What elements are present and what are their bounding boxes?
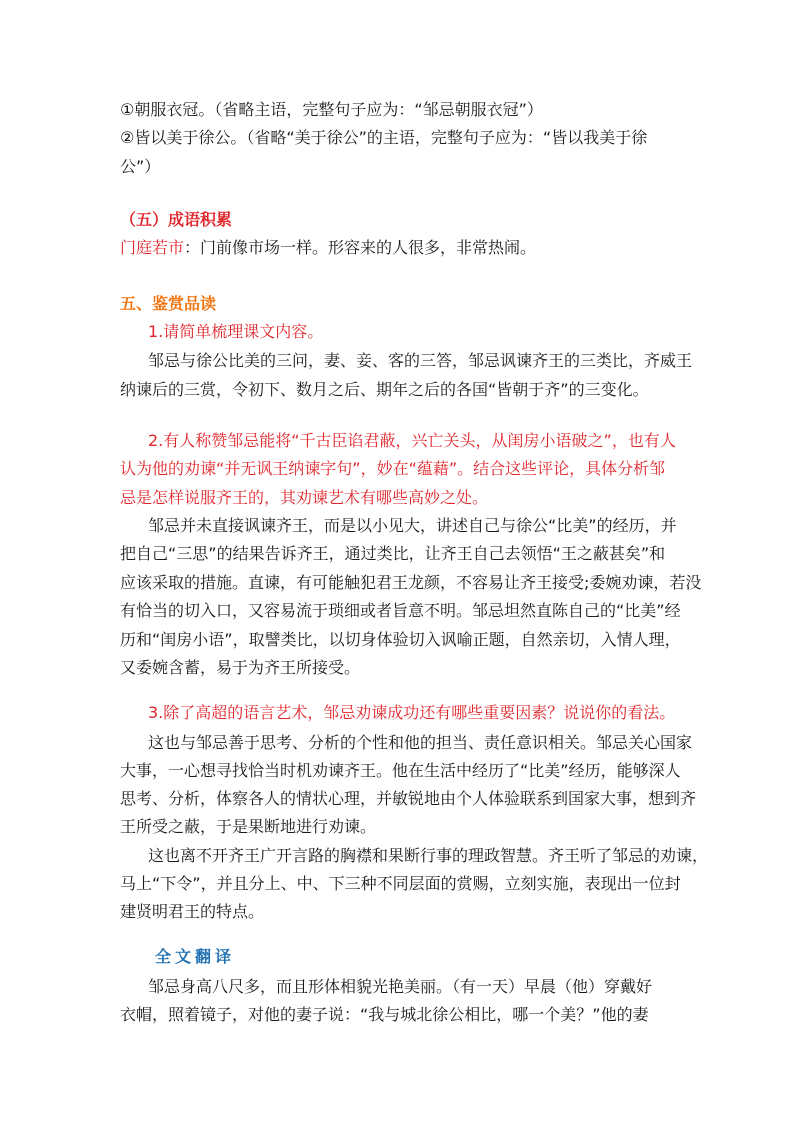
idiom-entry (120, 238, 536, 258)
omission-line-3: 公”） (120, 157, 161, 176)
question-2-line-1: 2.有人称赞邹忌能将“千古臣谄君蔽，兴亡关头，从闺房小语破之”，也有人 (148, 431, 676, 450)
omission-line-1: ①朝服衣冠。（省略主语，完整句子应为：“邹忌朝服衣冠”） (120, 100, 543, 119)
answer-3-p2-line-1: 这也离不开齐王广开言路的胸襟和果断行事的理政智慧。齐王听了邹忌的劝谏， (148, 846, 709, 865)
question-3: 3.除了高超的语言艺术，邹忌劝谏成功还有哪些重要因素？说说你的看法。 (148, 703, 676, 722)
answer-2-line-6: 又委婉含蓄，易于为齐王所接受。 (120, 658, 361, 677)
answer-2-line-3: 应该采取的措施。直谏，有可能触犯君王龙颜，不容易让齐王接受;委婉劝谏，若没 (120, 573, 702, 592)
question-2-line-2: 认为他的劝谏“并无讽王纳谏字句”，妙在“蕴藉”。结合这些评论，具体分析邹 (120, 459, 666, 478)
question-1: 1.请简单梳理课文内容。 (148, 322, 324, 341)
answer-2-line-1: 邹忌并未直接讽谏齐王，而是以小见大，讲述自己与徐公“比美”的经历，并 (148, 516, 677, 535)
answer-3-p2-line-3: 建贤明君王的特点。 (120, 902, 265, 921)
answer-2-line-2: 把自己“三思”的结果告诉齐王，通过类比，让齐王自己去领悟“王之蔽甚矣”和 (120, 544, 666, 563)
appreciation-heading: 五、鉴赏品读 (120, 294, 217, 313)
idiom-definition: ：门前像市场一样。形容来的人很多，非常热闹。 (184, 238, 537, 257)
omission-line-2: ②皆以美于徐公。（省略“美于徐公”的主语，完整句子应为：“皆以我美于徐 (120, 128, 648, 147)
answer-3-p1-line-3: 思考、分析，体察各人的情状心理，并敏锐地由个人体验联系到国家大事，想到齐 (120, 789, 697, 808)
translation-heading: 全文翻译 (155, 947, 236, 966)
idiom-heading: （五）成语积累 (120, 210, 233, 229)
answer-3-p1-line-4: 王所受之蔽，于是果断地进行劝谏。 (120, 817, 377, 836)
answer-1-line-2: 纳谏后的三赏，令初下、数月之后、期年之后的各国“皆朝于齐”的三变化。 (120, 380, 649, 399)
question-2-line-3: 忌是怎样说服齐王的，其劝谏艺术有哪些高妙之处。 (120, 488, 489, 507)
answer-3-p1-line-2: 大事，一心想寻找恰当时机劝谏齐王。他在生活中经历了“比美”经历，能够深人 (120, 761, 681, 780)
translation-line-1: 邹忌身高八尺多，而且形体相貌光艳美丽。（有一天）早晨（他）穿戴好 (148, 977, 653, 996)
translation-line-2: 衣帽，照着镜子，对他的妻子说：“我与城北徐公相比，哪一个美？”他的妻 (120, 1005, 649, 1024)
answer-2-line-5: 历和“闺房小语”，取譬类比，以切身体验切入讽喻正题，自然亲切，入情人理， (120, 630, 681, 649)
answer-2-line-4: 有恰当的切入口，又容易流于琐细或者旨意不明。邹忌坦然直陈自己的“比美”经 (120, 601, 681, 620)
answer-1-line-1: 邹忌与徐公比美的三问，妻、妾、客的三答，邹忌讽谏齐王的三类比，齐威王 (148, 351, 693, 370)
idiom-term: 门庭若市 (120, 238, 185, 257)
answer-3-p2-line-2: 马上“下令”，并且分上、中、下三种不同层面的赏赐，立刻实施，表现出一位封 (120, 874, 681, 893)
answer-3-p1-line-1: 这也与邹忌善于思考、分析的个性和他的担当、责任意识相关。邹忌关心国家 (148, 733, 693, 752)
